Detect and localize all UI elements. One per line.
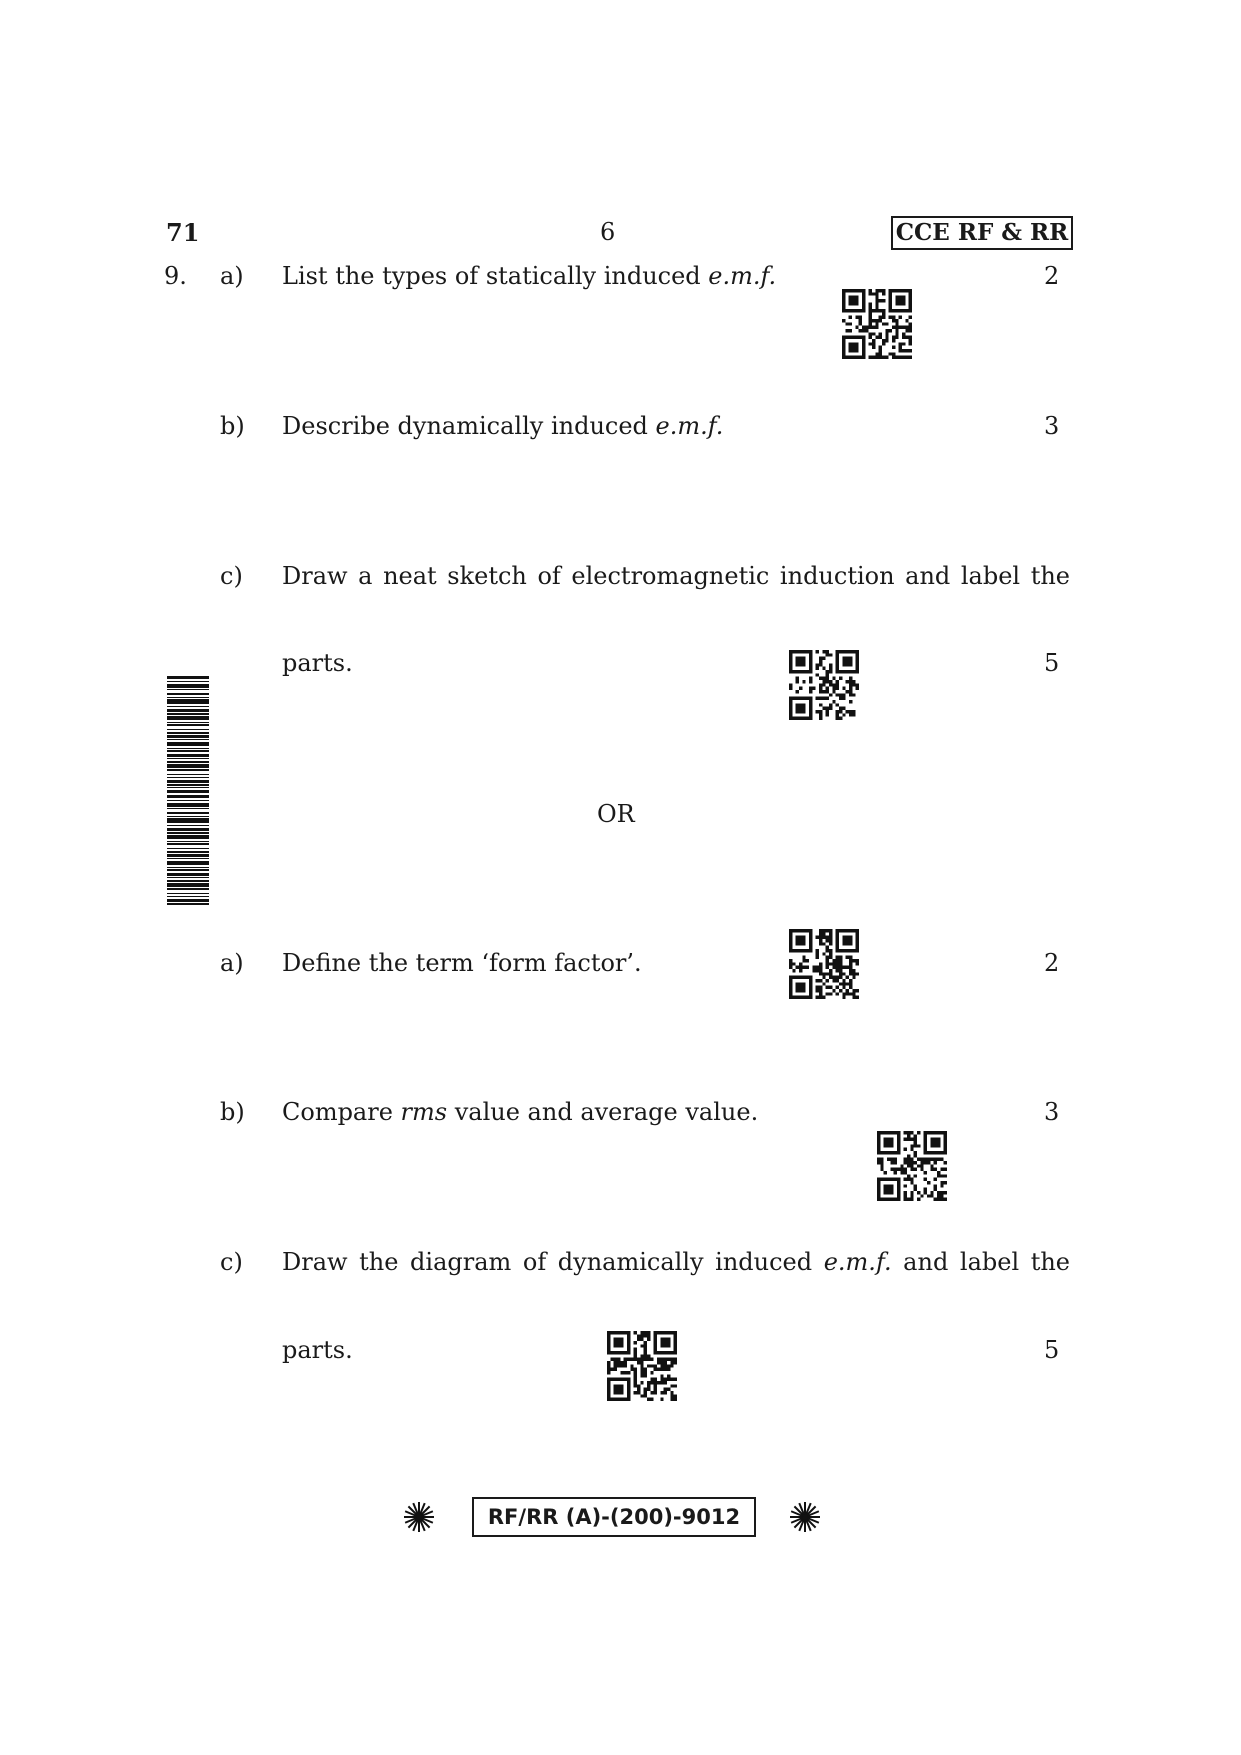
part-a-label: a)	[220, 262, 244, 290]
part-c-label: c)	[220, 562, 243, 590]
paper-code: 71	[166, 218, 200, 247]
alt-c-label: c)	[220, 1248, 243, 1276]
part-b-marks: 3	[1044, 412, 1060, 440]
asterisk-ornament-icon	[788, 1500, 822, 1534]
part-c-question-line2: parts.	[282, 649, 353, 677]
alt-b-label: b)	[220, 1098, 245, 1126]
qr-code-icon	[789, 650, 859, 720]
qr-code-icon	[842, 289, 912, 359]
alt-b-marks: 3	[1044, 1098, 1060, 1126]
or-separator: OR	[597, 800, 635, 828]
qr-code-icon	[607, 1331, 677, 1401]
part-c-question-line1: Draw a neat sketch of electromagnetic induction and label the	[282, 562, 1070, 590]
qr-code-icon	[789, 929, 859, 999]
alt-b-question: Compare rms value and average value.	[282, 1098, 759, 1126]
part-a-question: List the types of statically induced e.m.f.	[282, 262, 777, 290]
alt-c-marks: 5	[1044, 1336, 1060, 1364]
part-c-marks: 5	[1044, 649, 1060, 677]
part-b-label: b)	[220, 412, 245, 440]
alt-c-question-line2: parts.	[282, 1336, 353, 1364]
question-number: 9.	[164, 262, 187, 290]
footer-code: RF/RR (A)-(200)-9012	[472, 1497, 756, 1537]
qr-code-icon	[877, 1131, 947, 1201]
barcode-icon	[167, 676, 209, 906]
page-number: 6	[600, 218, 616, 246]
alt-a-question: Define the term ‘form factor’.	[282, 949, 642, 977]
alt-a-label: a)	[220, 949, 244, 977]
part-b-question: Describe dynamically induced e.m.f.	[282, 412, 724, 440]
alt-a-marks: 2	[1044, 949, 1060, 977]
asterisk-ornament-icon	[402, 1500, 436, 1534]
part-a-marks: 2	[1044, 262, 1060, 290]
series-badge: CCE RF & RR	[891, 216, 1073, 250]
alt-c-question-line1: Draw the diagram of dynamically induced e.m.f. and label the	[282, 1248, 1071, 1276]
